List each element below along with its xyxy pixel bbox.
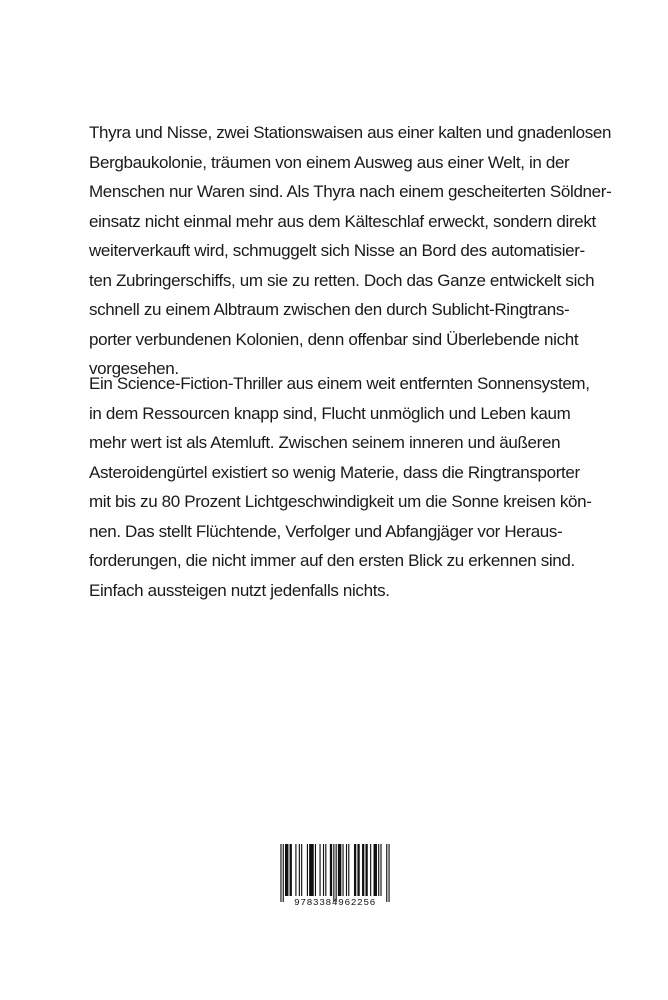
barcode-bar bbox=[323, 844, 324, 896]
blurb-line: in dem Ressourcen knapp sind, Flucht unmöglich und Leben kaum bbox=[89, 403, 571, 423]
barcode-bar bbox=[307, 844, 308, 896]
blurb-line: Asteroidengürtel existiert so wenig Materie, dass die Ringtransporter bbox=[89, 462, 580, 482]
barcode-bar bbox=[348, 844, 349, 896]
barcode-bar bbox=[285, 844, 288, 896]
blurb-line: nen. Das stellt Flüchtende, Verfolger und Abfangjäger vor Heraus- bbox=[89, 521, 563, 541]
blurb-line: porter verbundenen Kolonien, denn offenbar sind Überlebende nicht bbox=[89, 329, 579, 349]
barcode-bar bbox=[346, 844, 347, 896]
barcode-bar bbox=[342, 844, 343, 896]
barcode-bar bbox=[315, 844, 316, 896]
blurb-paragraph-2 bbox=[89, 369, 592, 605]
barcode-bar bbox=[333, 844, 334, 902]
barcode-bar bbox=[319, 844, 320, 896]
barcode-bar bbox=[357, 844, 359, 896]
blurb-line: weiterverkauft wird, schmuggelt sich Nisse an Bord des automatisier- bbox=[89, 241, 585, 260]
barcode-bar bbox=[283, 844, 284, 902]
blurb-line: Menschen nur Waren sind. Als Thyra nach einem gescheiterten Söldner- bbox=[89, 182, 612, 201]
barcode-bar bbox=[295, 844, 296, 896]
blurb-line: Ein Science-Fiction-Thriller aus einem weit entfernten Sonnensystem, bbox=[89, 374, 590, 393]
barcode-bar bbox=[336, 844, 337, 902]
barcode-bar bbox=[354, 844, 356, 896]
barcode-bar bbox=[362, 844, 364, 896]
barcode-bar bbox=[378, 844, 379, 896]
blurb-line: schnell zu einem Albtraum zwischen den durch Sublicht-Ringtrans- bbox=[89, 300, 570, 319]
barcode-bar bbox=[280, 844, 281, 902]
barcode-bar bbox=[330, 844, 332, 896]
barcode-bar bbox=[299, 844, 300, 896]
barcode-bar bbox=[374, 844, 377, 896]
barcode-bar bbox=[325, 844, 326, 896]
barcode-bar bbox=[290, 844, 292, 896]
barcode-bar bbox=[370, 844, 371, 896]
barcode-bar bbox=[380, 844, 381, 896]
barcode-bar bbox=[365, 844, 367, 896]
blurb-paragraph-1 bbox=[89, 118, 612, 384]
blurb-line: einsatz nicht einmal mehr aus dem Kälteschlaf erweckt, sondern direkt bbox=[89, 211, 596, 231]
isbn-barcode bbox=[270, 840, 400, 910]
blurb-line: vorgesehen. bbox=[89, 359, 179, 378]
blurb-line: Thyra und Nisse, zwei Stationswaisen aus einer kalten und gnadenlosen bbox=[89, 123, 612, 142]
barcode-number: 9783384962256 bbox=[294, 897, 376, 908]
barcode-bar bbox=[386, 844, 387, 902]
blurb-line: forderungen, die nicht immer auf den ersten Blick zu erkennen sind. bbox=[89, 551, 575, 570]
blurb-line: mehr wert ist als Atemluft. Zwischen seinem inneren und äußeren bbox=[89, 433, 561, 452]
barcode-bar bbox=[309, 844, 314, 896]
barcode-bar bbox=[388, 844, 389, 902]
blurb-line: mit bis zu 80 Prozent Lichtgeschwindigkeit um die Sonne kreisen kön- bbox=[89, 492, 592, 511]
blurb-line: Bergbaukolonie, träumen von einem Ausweg aus einer Welt, in der bbox=[89, 152, 570, 172]
blurb-line: ten Zubringerschiffs, um sie zu retten. Doch das Ganze entwickelt sich bbox=[89, 270, 595, 290]
blurb-line: Einfach aussteigen nutzt jedenfalls nichts. bbox=[89, 580, 390, 600]
barcode-bar bbox=[301, 844, 302, 896]
barcode-bar bbox=[338, 844, 341, 896]
